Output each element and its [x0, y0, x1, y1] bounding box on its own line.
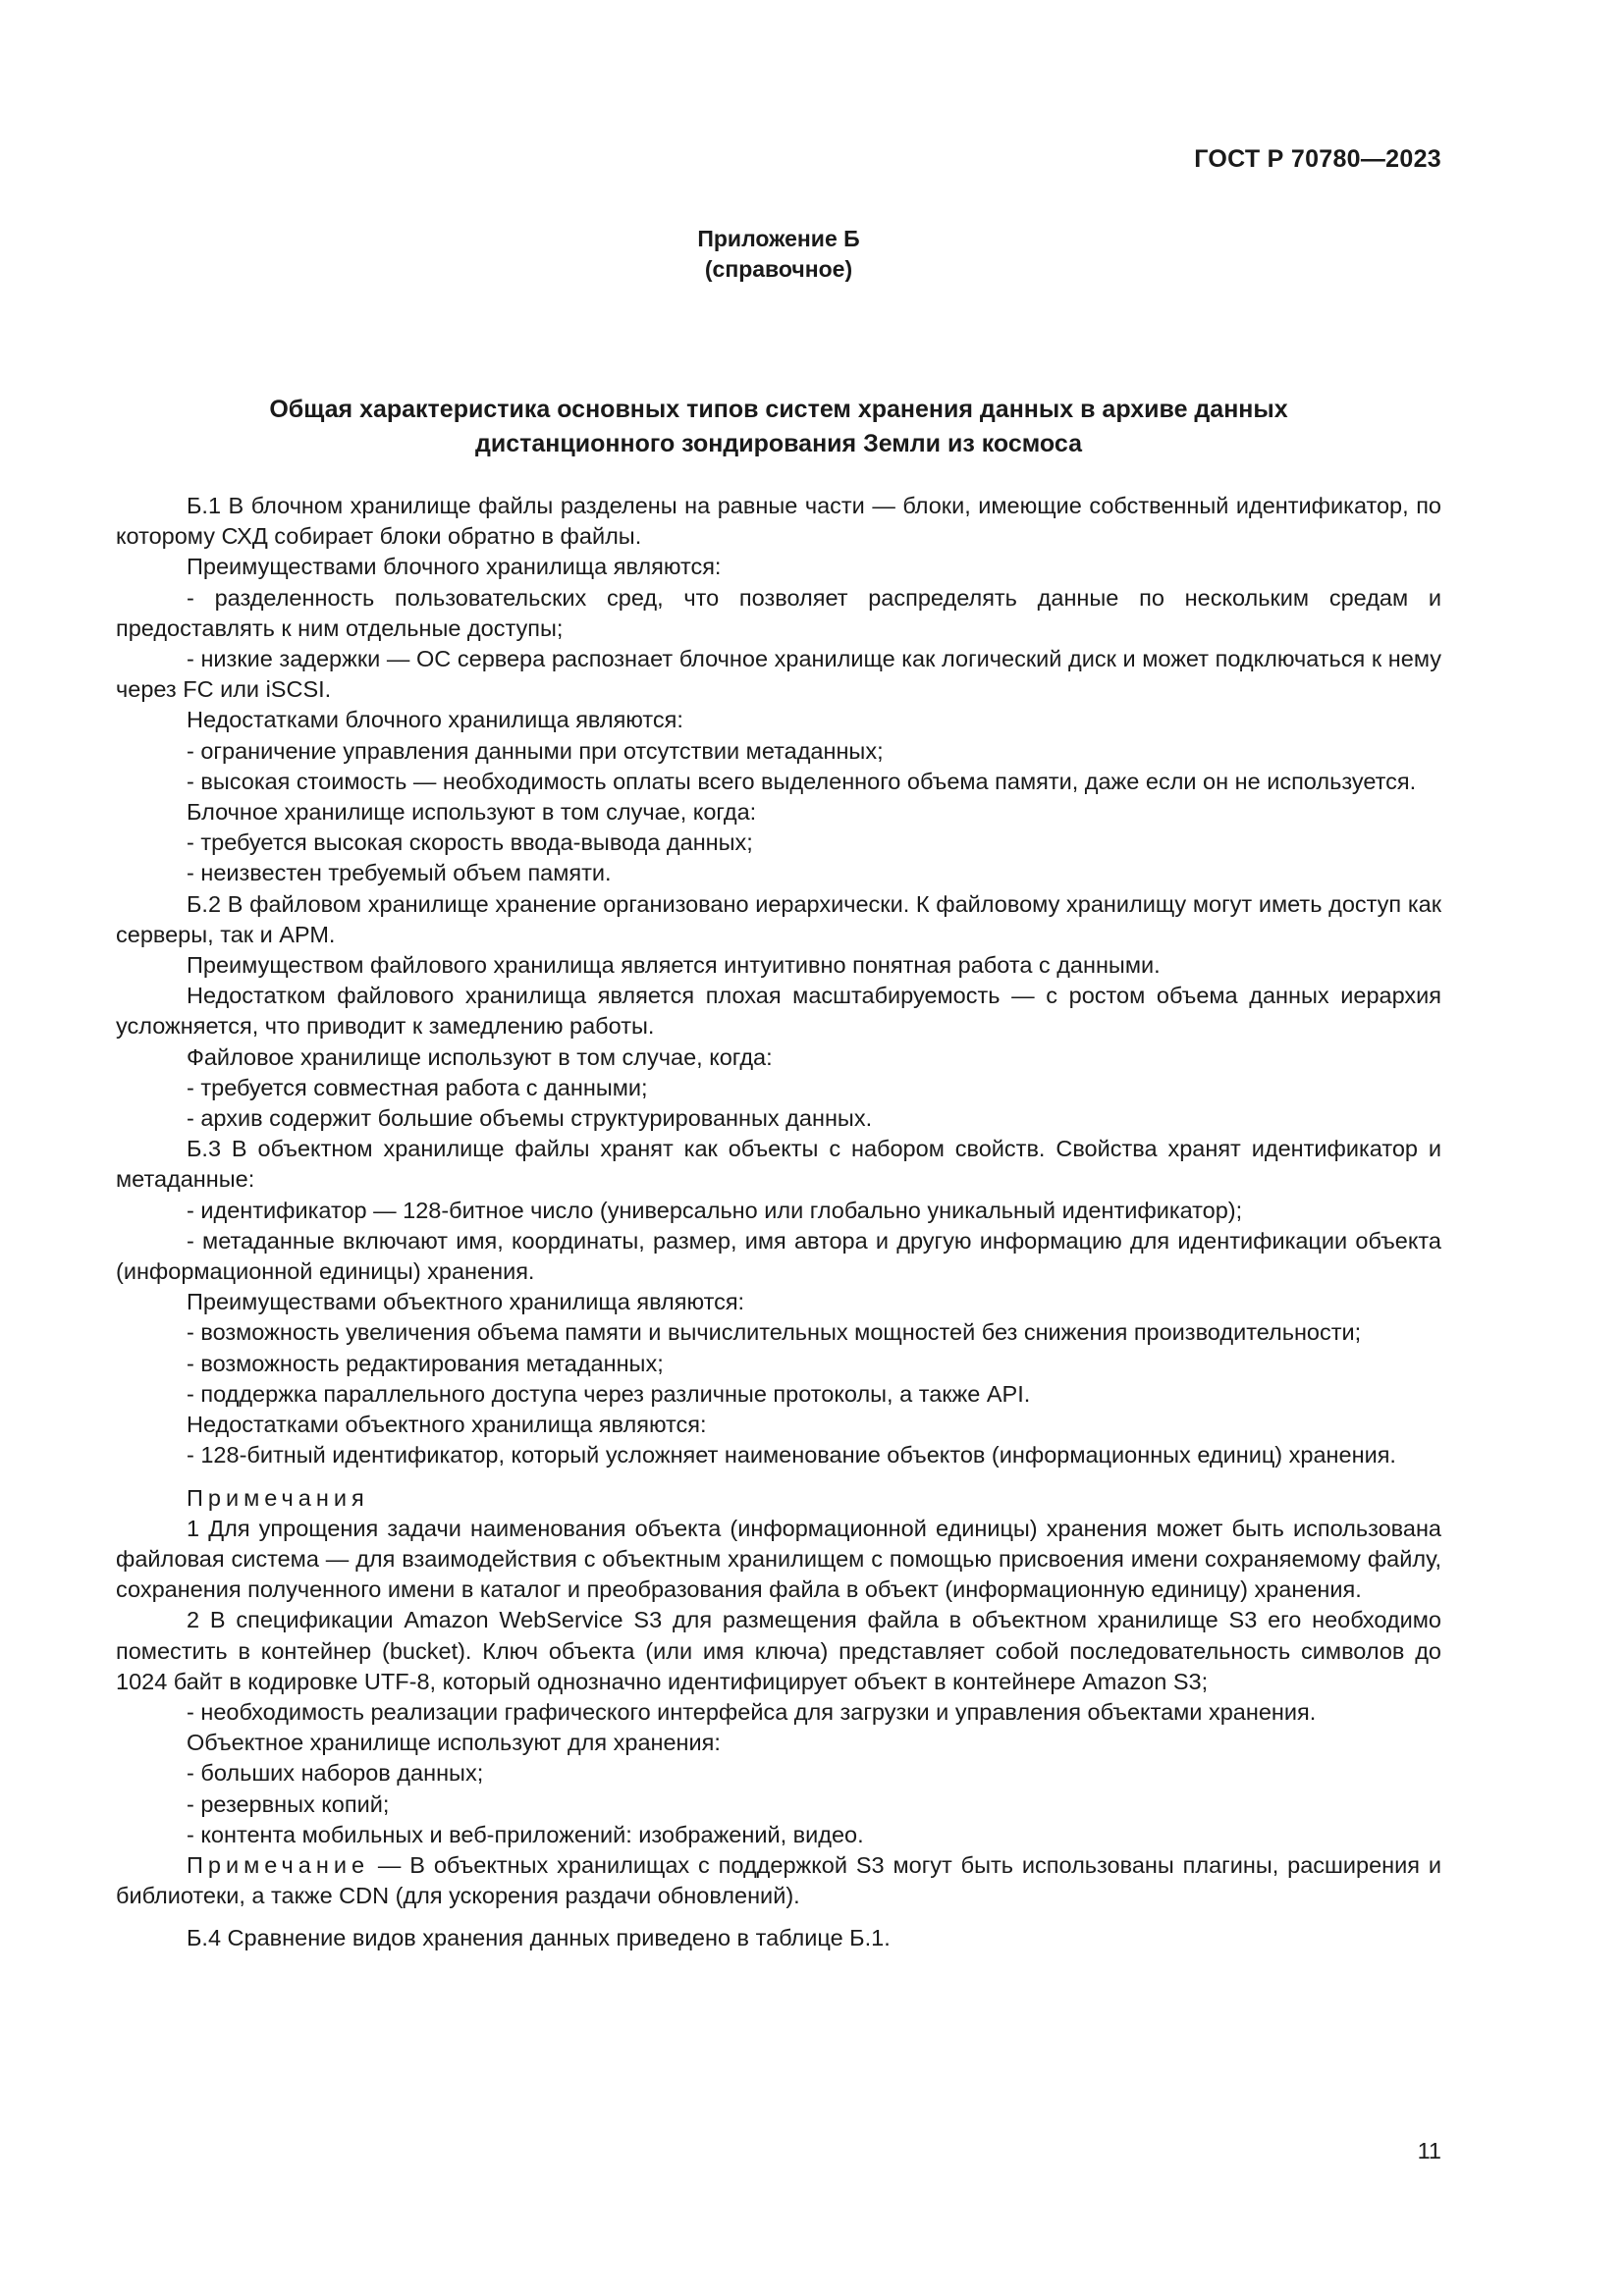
list-item: - поддержка параллельного доступа через различные протоколы, а также API.: [187, 1380, 1031, 1407]
list-item: - резервных копий;: [187, 1790, 390, 1817]
list-item: - больших наборов данных;: [187, 1760, 484, 1787]
paragraph: Б.3 В объектном хранилище файлы хранят как объекты с набором свойств. Свойства хранят идентификатор и метаданные:: [116, 1136, 1441, 1193]
list-item: - архив содержит большие объемы структурированных данных.: [187, 1105, 873, 1132]
paragraph: Преимуществами блочного хранилища являются:: [187, 554, 722, 580]
note-item: 1 Для упрощения задачи наименования объекта (информационной единицы) хранения может быть использована файловая система — для взаимодействия с объектным хранилищем с помощью присвоения имени сохраняемому файлу, сохранения полученного имени в каталог и преобразования файла в объект (информационную единицу) хранения.: [116, 1515, 1441, 1603]
note-item: 2 В спецификации Amazon WebService S3 для размещения файла в объектном хранилище S3 его необходимо поместить в контейнер (bucket). Ключ объекта (или имя ключа) представляет собой последовательность символов до 1024 байт в кодировке UTF-8, который однозначно идентифицирует объект в контейнере Amazon S3;: [116, 1607, 1441, 1694]
list-item: - возможность редактирования метаданных;: [187, 1350, 664, 1376]
section-title: [116, 393, 1441, 461]
list-item: - необходимость реализации графического интерфейса для загрузки и управления объектами хранения.: [187, 1698, 1317, 1725]
notes-label: Примечания: [187, 1484, 369, 1511]
list-item: - идентификатор — 128-битное число (универсально или глобально уникальный идентификатор);: [187, 1197, 1243, 1223]
section-title-line-1: Общая характеристика основных типов систем хранения данных в архиве данных: [269, 396, 1288, 423]
appendix-subtitle: (справочное): [704, 256, 853, 282]
paragraph: Б.1 В блочном хранилище файлы разделены на равные части — блоки, имеющие собственный идентификатор, по которому СХД собирает блоки обратно в файлы.: [116, 493, 1441, 550]
list-item: - требуется совместная работа с данными;: [187, 1074, 648, 1100]
note-label: Примечание: [187, 1851, 370, 1878]
list-item: - неизвестен требуемый объем памяти.: [187, 860, 612, 886]
appendix-heading: [116, 224, 1441, 285]
document-code: ГОСТ Р 70780—2023: [1194, 145, 1441, 173]
list-item: - возможность увеличения объема памяти и вычислительных мощностей без снижения производительности;: [187, 1319, 1362, 1346]
note-text: — В объектных хранилищах с поддержкой S3 могут быть использованы плагины, расширения и библиотеки, а также CDN (для ускорения раздачи обновлений).: [116, 1851, 1441, 1909]
list-item: - низкие задержки — ОС сервера распознает блочное хранилище как логический диск и может подключаться к нему через FC или iSCSI.: [116, 646, 1441, 703]
list-item: - метаданные включают имя, координаты, размер, имя автора и другую информацию для идентификации объекта (информационной единицы) хранения.: [116, 1227, 1441, 1285]
page-number: 11: [1417, 2138, 1441, 2163]
paragraph: Файловое хранилище используют в том случае, когда:: [187, 1043, 773, 1070]
list-item: - 128-битный идентификатор, который усложняет наименование объектов (информационных единиц) хранения.: [187, 1442, 1396, 1468]
list-item: - высокая стоимость — необходимость оплаты всего выделенного объема памяти, даже если он не используется.: [187, 768, 1417, 794]
document-body: [116, 491, 1441, 1954]
note: [116, 1850, 1441, 1911]
list-item: - требуется высокая скорость ввода-вывода данных;: [187, 829, 753, 856]
paragraph: Недостатками блочного хранилища являются:: [187, 707, 683, 733]
list-item: - контента мобильных и веб-приложений: изображений, видео.: [187, 1821, 864, 1847]
paragraph: Б.4 Сравнение видов хранения данных приведено в таблице Б.1.: [187, 1925, 891, 1951]
paragraph: Блочное хранилище используют в том случае, когда:: [187, 799, 757, 826]
paragraph: Недостатком файлового хранилища является плохая масштабируемость — с ростом объема данных иерархия усложняется, что приводит к замедлению работы.: [116, 983, 1441, 1040]
paragraph: Объектное хранилище используют для хранения:: [187, 1730, 721, 1756]
list-item: - разделенность пользовательских сред, что позволяет распределять данные по нескольким средам и предоставлять к ним отдельные доступы;: [116, 584, 1441, 641]
section-title-line-2: дистанционного зондирования Земли из космоса: [475, 430, 1082, 457]
list-item: - ограничение управления данными при отсутствии метаданных;: [187, 737, 884, 764]
paragraph: Преимуществом файлового хранилища является интуитивно понятная работа с данными.: [187, 952, 1161, 979]
paragraph: Недостатками объектного хранилища являются:: [187, 1412, 707, 1438]
appendix-title: Приложение Б: [697, 226, 860, 251]
paragraph: Б.2 В файловом хранилище хранение организовано иерархически. К файловому хранилищу могут иметь доступ как серверы, так и АРМ.: [116, 890, 1441, 947]
paragraph: Преимуществами объектного хранилища являются:: [187, 1289, 745, 1315]
